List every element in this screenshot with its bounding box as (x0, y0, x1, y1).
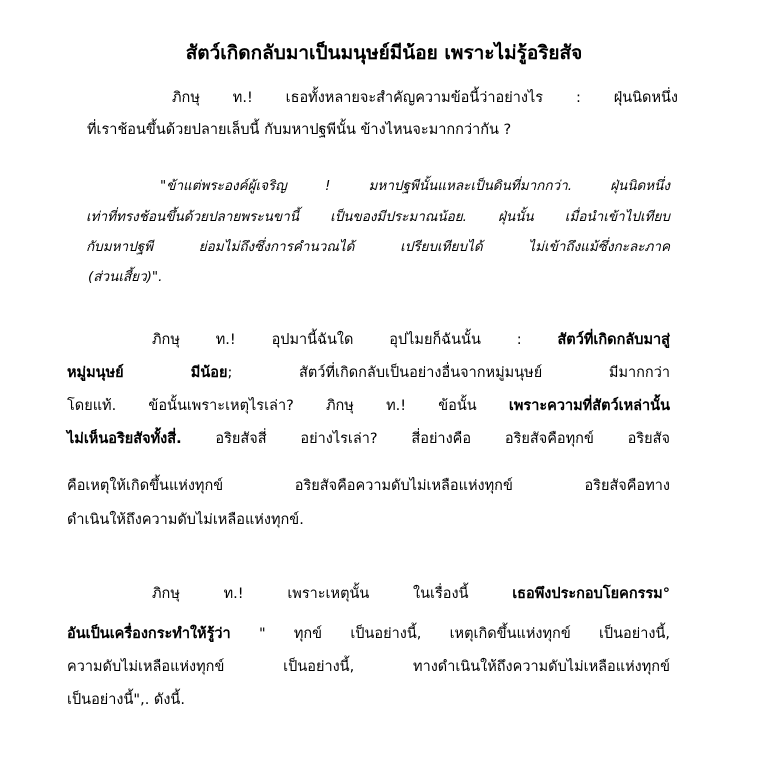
paragraph-2-line-3-text: โดยแท้. ข้อนั้นเพราะเหตุไรเล่า? ภิกษุ ท.! ข้อนั้น (67, 398, 509, 414)
paragraph-3-line-2-bold: อันเป็นเครื่องกระทำให้รู้ว่า (67, 626, 231, 642)
paragraph-2-line-2 (67, 363, 670, 383)
page-title: สัตว์เกิดกลับมาเป็นมนุษย์มีน้อย เพราะไม่รู้อริยสัจ (185, 42, 583, 64)
paragraph-3-line-2 (67, 624, 670, 644)
paragraph-2-line-1-text: ภิกษุ ท.! อุปมานี้ฉันใด อุปไมยก็ฉันนั้น : (152, 332, 558, 348)
paragraph-2-line-4 (67, 429, 670, 449)
paragraph-2-line-2-bold: หมู่มนุษย์ มีน้อย (67, 365, 228, 381)
paragraph-2-line-6: ดำเนินให้ถึงความดับไม่เหลือแห่งทุกข์. (67, 512, 304, 528)
quote-line-2: เท่าที่ทรงช้อนขึ้นด้วยปลายพระนขานี้ เป็นของมีประมาณน้อย. ฝุ่นนั้น เมื่อนำเข้าไปเทียบ (86, 209, 670, 225)
paragraph-3-line-1-bold: เธอพึงประกอบโยคกรรม° (512, 586, 670, 602)
paragraph-1-line-1: ภิกษุ ท.! เธอทั้งหลายจะสำคัญความข้อนี้ว่าอย่างไร : ฝุ่นนิดหนึ่ง (172, 90, 678, 106)
quote-line-1: "ข้าแต่พระองค์ผู้เจริญ ! มหาปฐพีนั้นแหละเป็นดินที่มากกว่า. ฝุ่นนิดหนึ่ง (160, 178, 670, 194)
paragraph-1-line-2: ที่เราช้อนขึ้นด้วยปลายเล็บนี้ กับมหาปฐพีนั้น ข้างไหนจะมากกว่ากัน ? (87, 122, 512, 138)
paragraph-2-line-1 (152, 330, 670, 350)
paragraph-3-line-1-text: ภิกษุ ท.! เพราะเหตุนั้น ในเรื่องนี้ (152, 586, 513, 602)
paragraph-3-line-1 (152, 584, 670, 604)
quote-line-3: กับมหาปฐพี ย่อมไม่ถึงซึ่งการคำนวณได้ เปรียบเทียบได้ ไม่เข้าถึงแม้ซึ่งกะละภาค (86, 239, 670, 255)
paragraph-2-line-5: คือเหตุให้เกิดขึ้นแห่งทุกข์ อริยสัจคือความดับไม่เหลือแห่งทุกข์ อริยสัจคือทาง (67, 478, 670, 494)
quote-line-4: (ส่วนเสี้ยว)". (88, 269, 163, 285)
paragraph-3-line-4: เป็นอย่างนี้",. ดังนี้. (67, 692, 185, 708)
paragraph-2-line-4-bold: ไม่เห็นอริยสัจทั้งสี่. (67, 431, 182, 447)
paragraph-3-line-3: ความดับไม่เหลือแห่งทุกข์ เป็นอย่างนี้, ทางดำเนินให้ถึงความดับไม่เหลือแห่งทุกข์ (67, 659, 670, 675)
paragraph-2-line-4-text: อริยสัจสี่ อย่างไรเล่า? สี่อย่างคือ อริยสัจคือทุกข์ อริยสัจ (181, 431, 670, 447)
paragraph-3-line-2-text: " ทุกข์ เป็นอย่างนี้, เหตุเกิดขึ้นแห่งทุกข์ เป็นอย่างนี้, (230, 626, 670, 642)
paragraph-2-line-3 (67, 396, 670, 416)
paragraph-2-line-1-bold: สัตว์ที่เกิดกลับมาสู่ (557, 332, 670, 348)
paragraph-2-line-3-bold: เพราะความที่สัตว์เหล่านั้น (508, 398, 670, 414)
paragraph-2-line-2-text: ; สัตว์ที่เกิดกลับเป็นอย่างอื่นจากหมู่มนุษย์ มีมากกว่า (227, 365, 670, 381)
